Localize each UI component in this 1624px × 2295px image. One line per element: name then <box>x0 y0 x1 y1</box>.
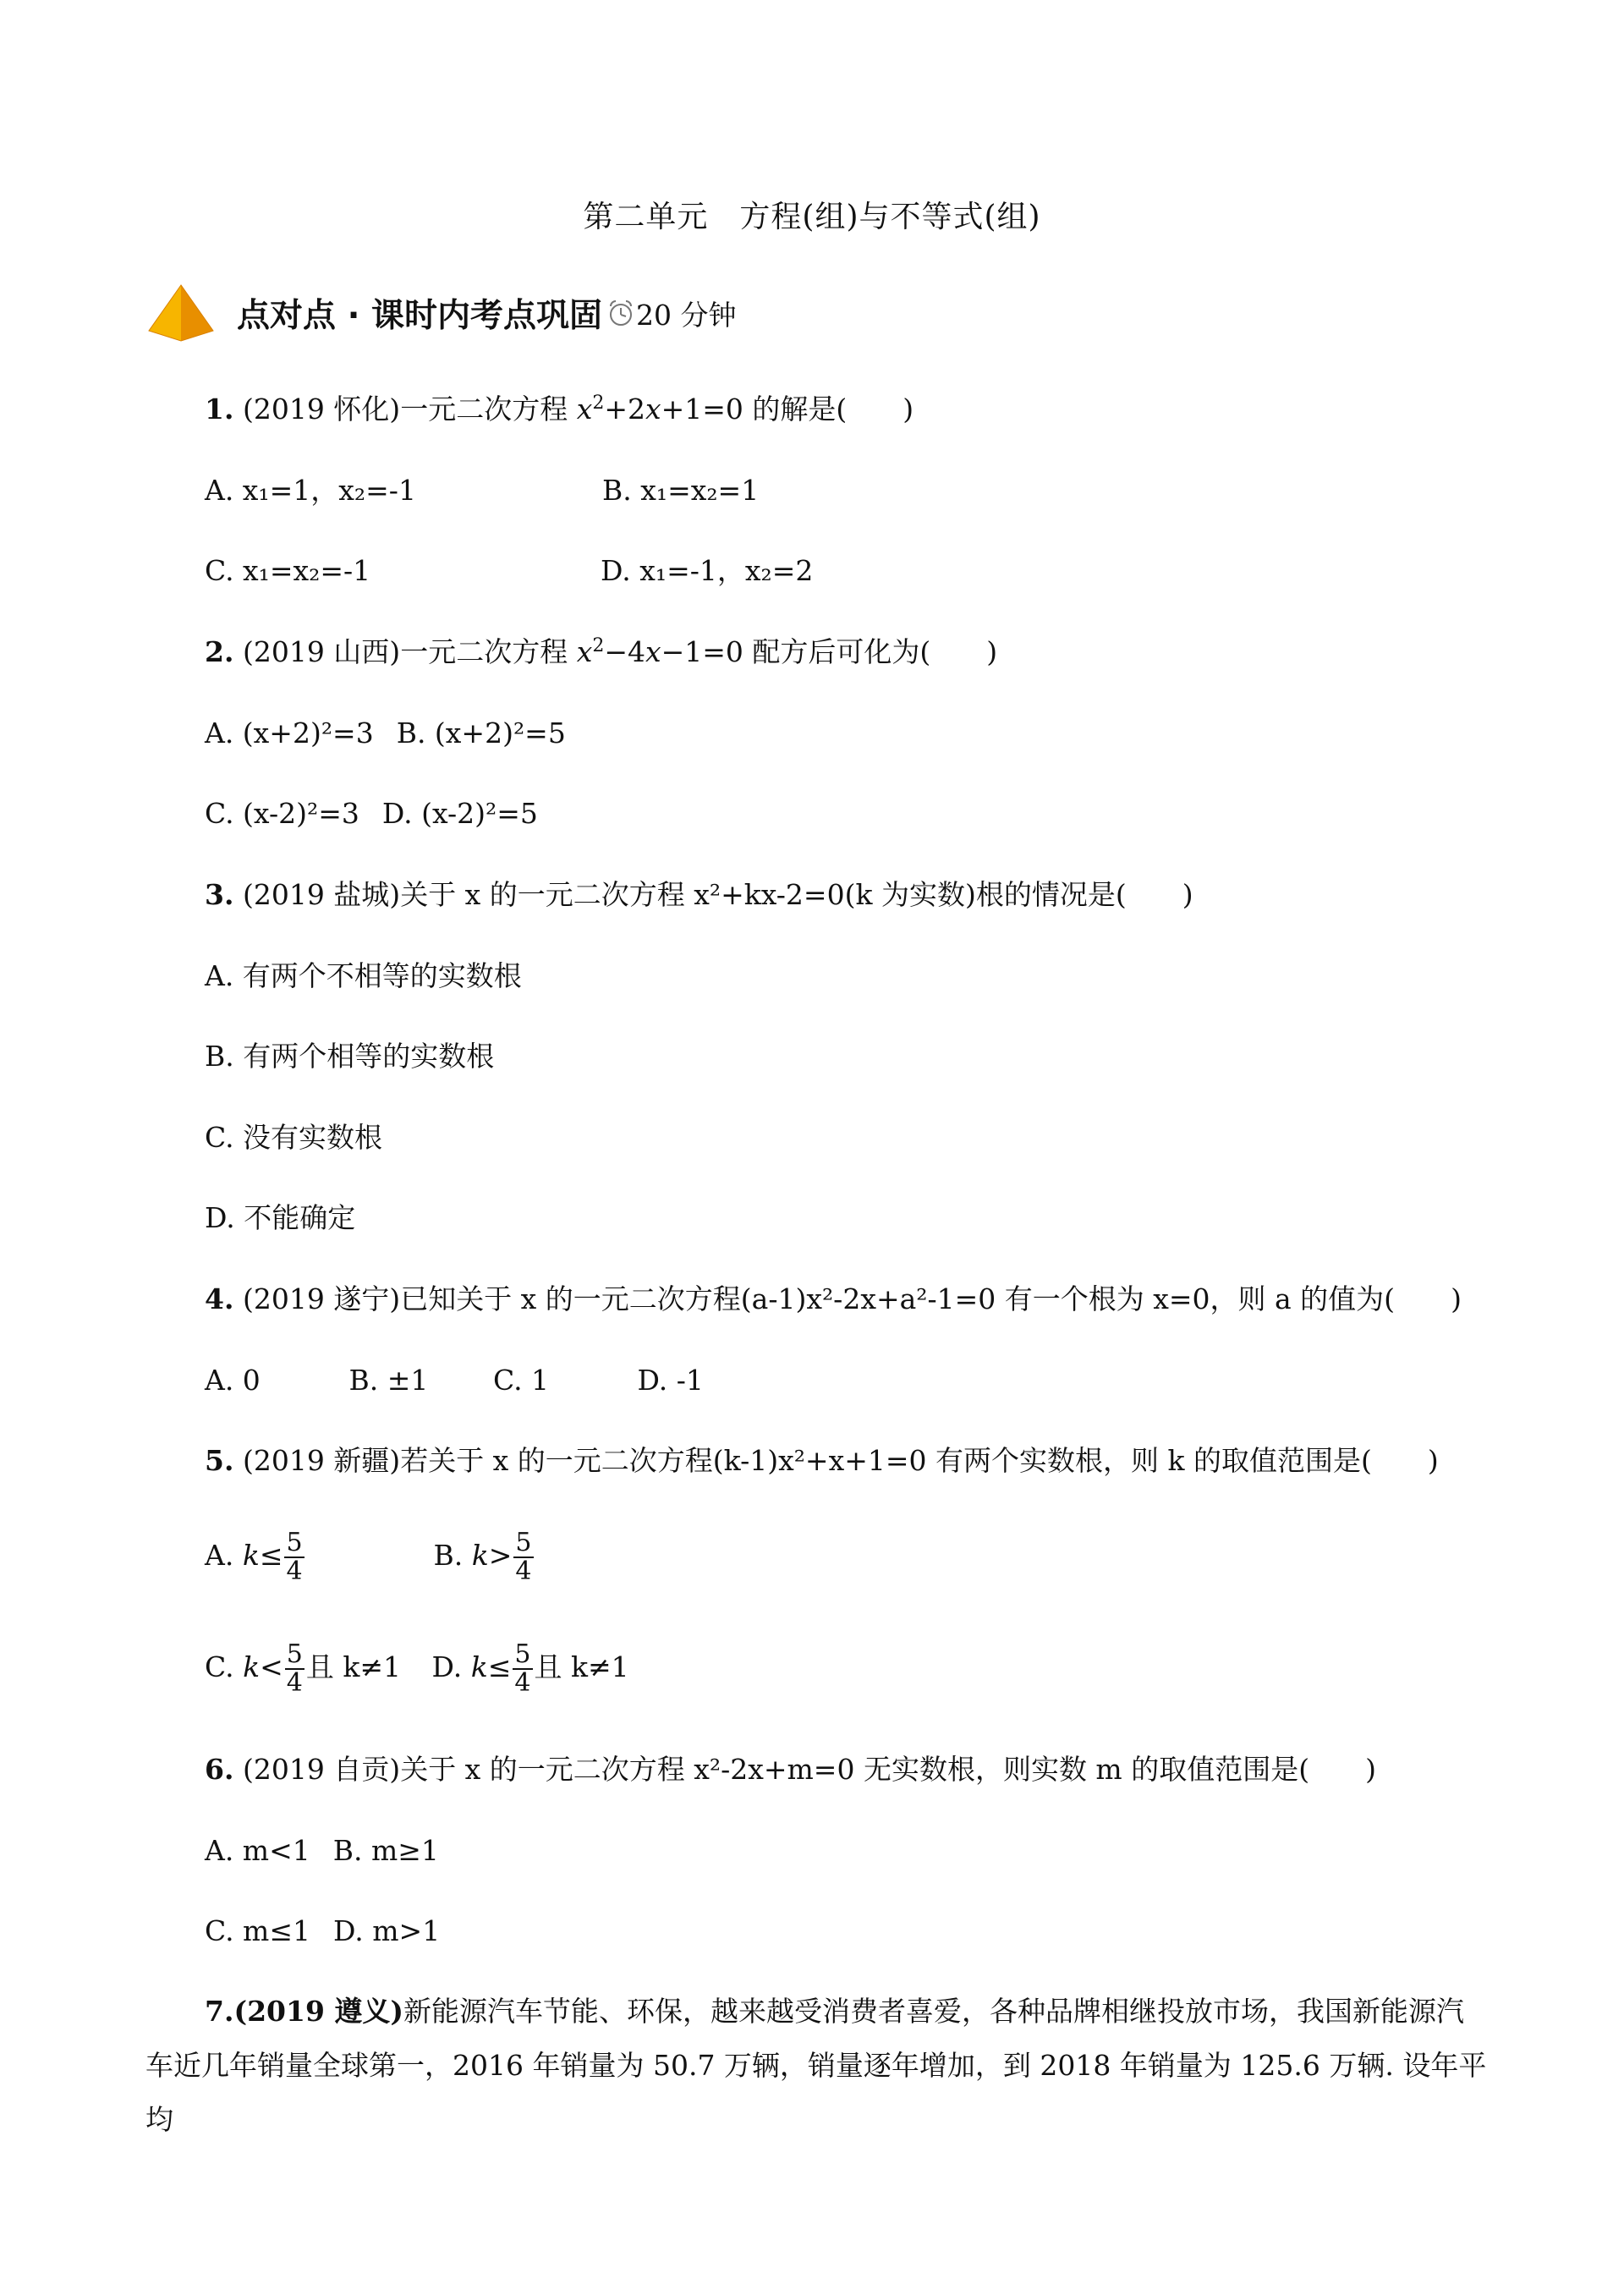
unit-title: 第二单元 方程(组)与不等式(组) <box>583 200 1041 234</box>
question-source: (2019 怀化) <box>242 393 401 426</box>
option-a[interactable]: A. x₁=1，x₂=-1 <box>205 474 416 507</box>
and-text: 且 <box>305 1650 334 1683</box>
option-label: D. <box>431 1650 463 1683</box>
option-d[interactable]: D. -1 <box>637 1364 704 1397</box>
question-text: 若关于 x 的一元二次方程(k-1)x²+x+1=0 有两个实数根，则 k 的取值范围是( <box>400 1444 1372 1477</box>
option-c[interactable]: C. x₁=x₂=-1 <box>205 554 371 587</box>
question-5-options-row-1 <box>205 1529 535 1585</box>
question-3-option-a <box>205 958 522 995</box>
question-6-options-row-2 <box>205 1913 440 1950</box>
option-label: A. <box>205 1539 234 1572</box>
option-b[interactable]: B. (x+2)²=5 <box>396 717 566 749</box>
question-text: 关于 x 的一元二次方程 x²-2x+m=0 无实数根，则实数 m 的取值范围是( <box>400 1753 1310 1786</box>
question-source: (2019 山西) <box>242 635 401 668</box>
question-5-stem <box>205 1442 1439 1480</box>
question-number: 3. <box>205 878 234 911</box>
question-2-options-row-2 <box>205 795 538 832</box>
stem-part: =0 的解是( <box>702 393 848 426</box>
question-2-stem: 2. (2019 山西)一元二次方程 $x^2-4x-1=0$ 配方后可化为( ) <box>205 635 998 668</box>
answer-blank-close: ) <box>903 393 914 426</box>
question-number: 6. <box>205 1753 234 1786</box>
fraction <box>513 1529 533 1585</box>
option-a[interactable]: A. 0 <box>205 1364 261 1397</box>
question-number: 7. <box>205 1995 234 2028</box>
time-limit <box>606 294 736 333</box>
option-label: B. <box>433 1539 464 1572</box>
condition-text: k≠1 <box>343 1650 401 1683</box>
question-1-options-row-1 <box>205 472 416 509</box>
option-a[interactable]: A. k≤ $\frac{5}{4}$ <box>205 1528 303 1586</box>
pyramid-badge-icon <box>145 283 217 343</box>
option-a[interactable]: A. (x+2)²=3 <box>205 717 374 749</box>
question-number: 2. <box>205 635 234 668</box>
question-number: 4. <box>205 1282 234 1315</box>
question-6-stem <box>205 1751 1376 1788</box>
question-5-options-row-2 <box>205 1641 629 1697</box>
section-title: 点对点 · 课时内考点巩固 <box>237 297 602 335</box>
fraction-denominator: 4 <box>515 1557 532 1586</box>
question-source: (2019 盐城) <box>242 878 401 911</box>
question-3-option-b <box>205 1038 494 1075</box>
alarm-clock-icon <box>606 298 636 328</box>
option-c[interactable]: C. (x-2)²=3 <box>205 797 359 830</box>
option-c[interactable]: C. 没有实数根 <box>205 1121 383 1154</box>
question-source: (2019 新疆) <box>242 1444 401 1477</box>
question-1-options-row-1b <box>602 472 759 509</box>
question-source: (2019 遵义) <box>233 1995 404 2028</box>
option-d[interactable]: D. 不能确定 <box>205 1201 356 1234</box>
question-4-options <box>205 1362 704 1399</box>
question-number: 5. <box>205 1444 234 1477</box>
option-d[interactable]: D. (x-2)²=5 <box>381 797 538 830</box>
time-text: 20 分钟 <box>635 298 737 332</box>
option-a[interactable]: A. m<1 <box>205 1834 310 1867</box>
option-b[interactable]: B. m≥1 <box>332 1834 439 1867</box>
condition-text: k≠1 <box>571 1650 629 1683</box>
option-d[interactable]: D. k≤ $\frac{5}{4}$ 且 k≠1 <box>431 1639 629 1698</box>
fraction-denominator: 4 <box>514 1668 531 1698</box>
option-b[interactable]: B. 有两个相等的实数根 <box>205 1040 495 1073</box>
answer-blank-close: ) <box>1365 1753 1376 1786</box>
question-text: 新能源汽车节能、环保，越来越受消费者喜爱，各种品牌相继投放市场，我国新能源汽车近几年销量全球第一，2016 年销量为 50.7 万辆，销量逐年增加，到 2018 年销量为 125.6 万辆. 设年平均 <box>145 1995 1487 2136</box>
answer-blank-close: ) <box>1451 1282 1462 1315</box>
section-header <box>145 279 736 347</box>
question-3-option-c <box>205 1119 382 1156</box>
option-c[interactable]: C. 1 <box>493 1364 550 1397</box>
question-4-stem <box>205 1281 1462 1318</box>
option-d[interactable]: D. m>1 <box>333 1914 441 1947</box>
stem-part: 一元二次方程 <box>400 635 577 668</box>
question-number: 1. <box>205 393 234 426</box>
option-b[interactable]: B. x₁=x₂=1 <box>602 474 760 507</box>
question-3-option-d <box>205 1200 355 1237</box>
stem-part: =0 配方后可化为( <box>702 635 931 668</box>
question-2-options-row-1 <box>205 715 566 752</box>
and-text: 且 <box>534 1650 562 1683</box>
stem-part: 一元二次方程 <box>400 393 577 426</box>
question-1-stem: 1. (2019 怀化)一元二次方程 $x^2+2x+1=0$ 的解是( ) <box>205 393 914 426</box>
fraction-numerator: 5 <box>514 1639 531 1669</box>
fraction-denominator: 4 <box>286 1668 303 1698</box>
question-source: (2019 自贡) <box>242 1753 401 1786</box>
option-d[interactable]: D. x₁=-1，x₂=2 <box>601 554 814 587</box>
fraction-numerator: 5 <box>286 1528 303 1557</box>
question-7-paragraph <box>145 1985 1489 2147</box>
option-c[interactable]: C. m≤1 <box>205 1914 310 1947</box>
fraction-numerator: 5 <box>286 1639 303 1669</box>
fraction <box>285 1641 304 1697</box>
question-text: 关于 x 的一元二次方程 x²+kx-2=0(k 为实数)根的情况是( <box>400 878 1127 911</box>
question-6-options-row-1 <box>205 1832 439 1869</box>
answer-blank-close: ) <box>1182 878 1193 911</box>
question-text: 已知关于 x 的一元二次方程(a-1)x²-2x+a²-1=0 有一个根为 x=0，则 a 的值为( <box>400 1282 1396 1315</box>
answer-blank-close: ) <box>986 635 998 668</box>
fraction <box>284 1529 304 1585</box>
option-label: C. <box>205 1650 234 1683</box>
fraction-denominator: 4 <box>286 1557 303 1586</box>
option-a[interactable]: A. 有两个不相等的实数根 <box>205 959 522 992</box>
option-c[interactable]: C. k< $\frac{5}{4}$ 且 k≠1 <box>205 1639 401 1698</box>
fraction-numerator: 5 <box>515 1528 532 1557</box>
question-source: (2019 遂宁) <box>242 1282 401 1315</box>
option-b[interactable]: B. ±1 <box>348 1364 429 1397</box>
question-1-options-row-2b <box>601 552 813 590</box>
question-1-options-row-2 <box>205 552 370 590</box>
question-3-stem <box>205 876 1193 914</box>
answer-blank-close: ) <box>1427 1444 1439 1477</box>
fraction <box>513 1641 532 1697</box>
option-b[interactable]: B. k> $\frac{5}{4}$ <box>433 1528 532 1586</box>
